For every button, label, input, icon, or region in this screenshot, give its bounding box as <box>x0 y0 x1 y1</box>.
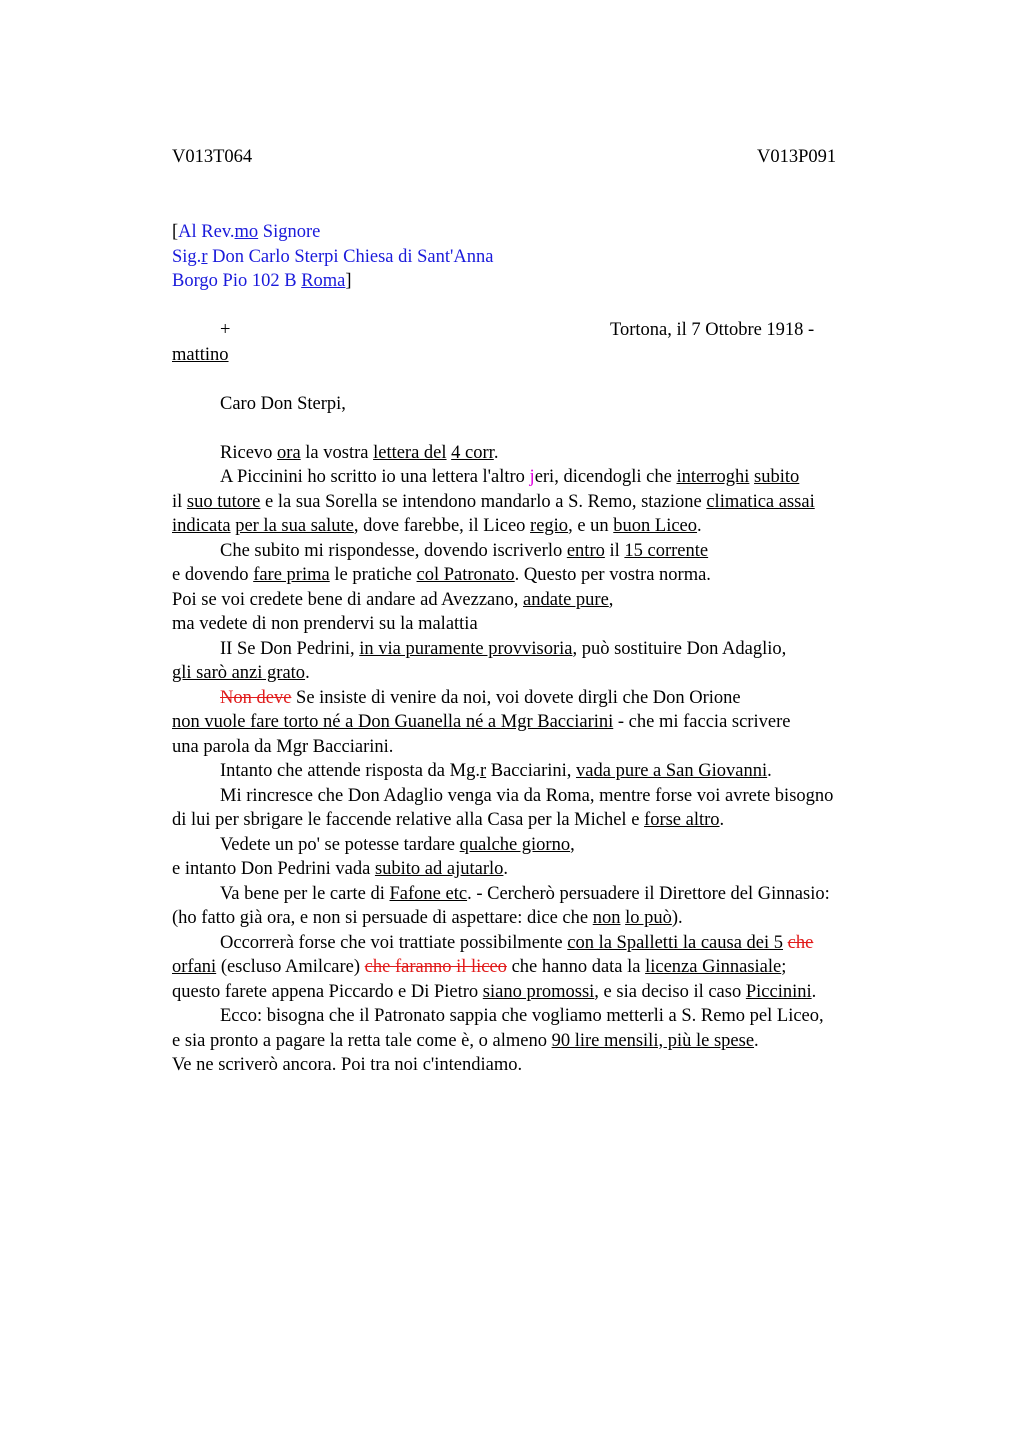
text-line: Che subito mi rispondesse, dovendo iscriverlo entro il 15 corrente <box>220 540 709 561</box>
address-abbrev: mo <box>234 222 259 242</box>
text-line: (ho fatto già ora, e non si persuade di aspettare: dice che non lo può). <box>172 908 683 928</box>
address-text: Don Carlo Sterpi Chiesa di Sant'Anna <box>207 246 494 267</box>
dateline <box>172 318 912 343</box>
address-line-3 <box>172 269 912 294</box>
highlighted-letter: j <box>529 467 535 487</box>
text-line: II Se Don Pedrini, in via puramente provvisoria, può sostituire Don Adaglio, <box>220 638 787 659</box>
address-text: Signore <box>258 222 321 242</box>
text-line: Vedete un po' se potesse tardare qualche giorno, <box>220 834 575 855</box>
text-line: Ecco: bisogna che il Patronato sappia che vogliamo metterli a S. Remo pel Liceo, <box>220 1006 824 1026</box>
cross-mark: + <box>220 320 231 340</box>
text-line: e sia pronto a pagare la retta tale come è, o almeno 90 lire mensili, più le spese. <box>172 1030 759 1051</box>
text-line: indicata per la sua salute, dove farebbe, il Liceo regio, e un buon Liceo. <box>172 516 702 536</box>
text-line: Ricevo ora la vostra lettera del 4 corr. <box>220 442 499 463</box>
text-line: non vuole fare torto né a Don Guanella né a Mgr Bacciarini - che mi faccia scrivere <box>172 712 791 732</box>
spacer <box>172 367 912 392</box>
text-line: di lui per sbrigare le faccende relative alla Casa per la Michel e forse altro. <box>172 810 725 830</box>
address-text: Borgo Pio 102 B <box>172 271 302 291</box>
struck-text: che <box>787 932 814 953</box>
text-line: e intanto Don Pedrini vada subito ad ajutarlo. <box>172 859 509 879</box>
text-line: il suo tutore e la sua Sorella se intendono mandarlo a S. Remo, stazione climatica assai <box>172 491 815 512</box>
spacer <box>172 416 912 441</box>
text-line: Intanto che attende risposta da Mg.r Bacciarini, vada pure a San Giovanni. <box>220 761 772 781</box>
document-code-left: V013T064 <box>172 147 253 167</box>
letter-date: Tortona, il 7 Ottobre 1918 - <box>610 320 815 340</box>
text-line: Mi rincresce che Don Adaglio venga via da Roma, mentre forse voi avrete bisogno <box>220 785 834 806</box>
text-line: Occorrerà forse che voi trattiate possibilmente con la Spalletti la causa dei 5 che <box>220 932 814 953</box>
struck-text: Non deve <box>220 687 292 708</box>
text-line: Poi se voi credete bene di andare ad Avezzano, andate pure, <box>172 589 614 610</box>
address-line-2 <box>172 245 912 270</box>
text-line: Va bene per le carte di Fafone etc. - Cercherò persuadere il Direttore del Ginnasio: <box>220 883 830 904</box>
text-line: e dovendo fare prima le pratiche col Patronato. Questo per vostra norma. <box>172 565 711 585</box>
letter-body <box>172 220 912 1078</box>
text-line: questo farete appena Piccardo e Di Pietro siano promossi, e sia deciso il caso Piccinini. <box>172 981 817 1002</box>
document-code-right: V013P091 <box>757 147 837 167</box>
time-of-day: mattino <box>172 344 229 365</box>
address-text: Al Rev. <box>178 222 235 242</box>
address-text: Sig. <box>172 246 202 267</box>
text-line: Non deve Se insiste di venire da noi, voi dovete dirgli che Don Orione <box>220 687 741 708</box>
struck-text: che faranno il liceo <box>364 957 507 977</box>
salutation: Caro Don Sterpi, <box>220 393 346 414</box>
text-line: A Piccinini ho scritto io una lettera l'altro jeri, dicendogli che interroghi subito <box>220 467 800 487</box>
text-line: Ve ne scriverò ancora. Poi tra noi c'intendiamo. <box>172 1055 523 1075</box>
text-line: orfani (escluso Amilcare) che faranno il liceo che hanno data la licenza Ginnasiale; <box>172 957 787 977</box>
address-line-1 <box>172 220 912 245</box>
bracket-open: [ <box>172 222 179 242</box>
text-line: ma vedete di non prendervi su la malattia <box>172 614 478 634</box>
bracket-close: ] <box>345 271 352 291</box>
dateline-continued <box>172 343 912 368</box>
spacer <box>172 294 912 319</box>
text-line: una parola da Mgr Bacciarini. <box>172 736 394 757</box>
text-line: gli sarò anzi grato. <box>172 663 310 683</box>
address-abbrev: r <box>201 246 208 267</box>
address-city: Roma <box>301 271 346 291</box>
